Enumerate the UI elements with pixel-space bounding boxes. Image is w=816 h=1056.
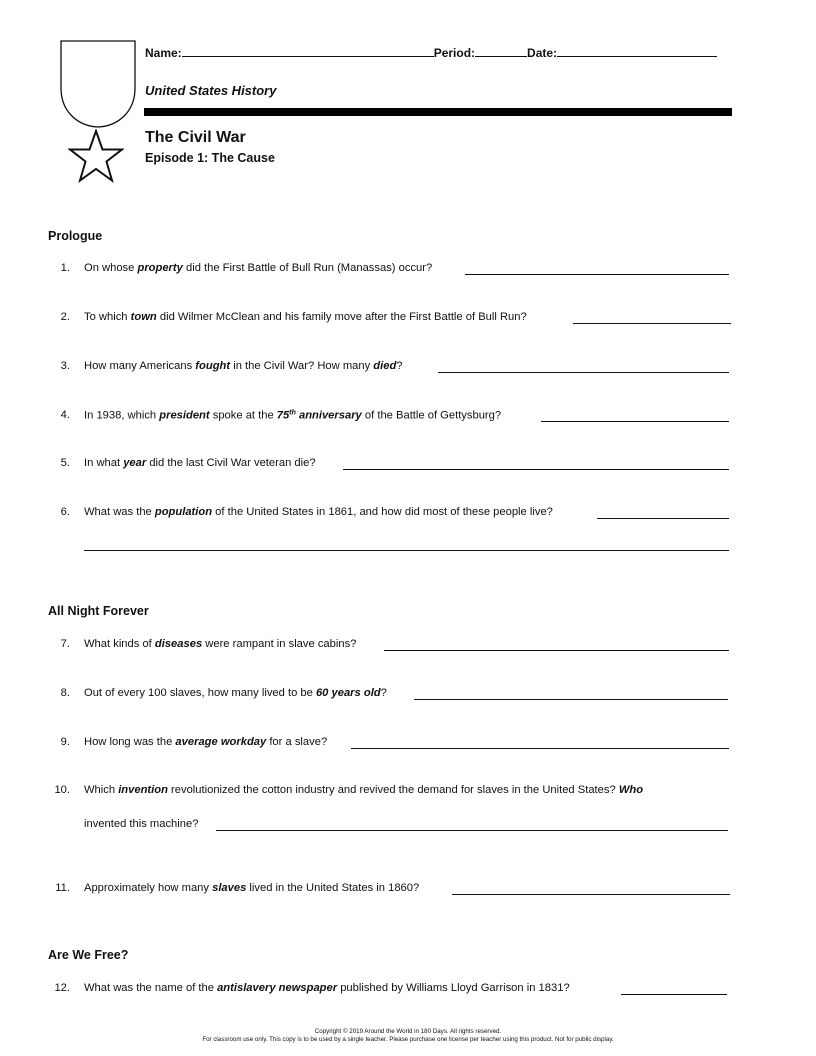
star-icon [68,129,124,183]
name-period-date-row [145,44,717,60]
header-rule [144,108,732,116]
period-field[interactable] [475,44,527,57]
answer-line[interactable] [216,830,728,831]
date-field[interactable] [557,44,717,57]
question-text: In 1938, which president spoke at the 75th anniversary of the Battle of Gettysburg? [84,409,502,422]
question-text: Which invention revolutionized the cotton industry and revived the demand for slaves in the United States? Who [84,784,644,796]
answer-line[interactable] [84,550,729,551]
question-number: 3. [60,360,70,372]
question-number: 10. [54,784,70,796]
copyright-line: Copyright © 2019 Around the World in 180 Days. All rights reserved. [314,1028,502,1035]
question-text: Approximately how many slaves lived in the United States in 1860? [84,882,420,894]
question-text: What kinds of diseases were rampant in slave cabins? [84,638,357,650]
question-number: 7. [60,638,70,650]
question-number: 2. [60,311,70,323]
question-text: How long was the average workday for a slave? [84,736,328,748]
question-row [0,457,816,475]
answer-line[interactable] [351,748,729,749]
shield-logo [60,40,136,128]
question-row [0,506,816,524]
question-number: 4. [60,409,70,421]
answer-line[interactable] [343,469,729,470]
question-number: 12. [54,982,70,994]
question-row [0,882,816,900]
question-number: 11. [55,882,70,894]
question-row [0,409,816,427]
answer-line[interactable] [573,323,731,324]
question-number: 8. [60,687,70,699]
page-title: The Civil War [145,129,246,146]
question-text: In what year did the last Civil War veteran die? [84,457,316,469]
question-row [0,784,816,802]
question-text: How many Americans fought in the Civil War? How many died? [84,360,403,372]
question-row [0,736,816,754]
question-row [0,982,816,1000]
question-number: 9. [60,736,70,748]
question-row [0,360,816,378]
question-number: 5. [60,457,70,469]
section-title: All Night Forever [48,604,149,618]
period-label: Period: [433,46,476,60]
answer-line[interactable] [414,699,728,700]
answer-line[interactable] [452,894,730,895]
answer-line[interactable] [438,372,729,373]
name-field[interactable] [182,44,434,57]
section-title: Prologue [48,229,103,243]
question-text: On whose property did the First Battle of Bull Run (Manassas) occur? [84,262,433,274]
question-row [0,638,816,656]
question-row-continued [0,818,816,836]
answer-line[interactable] [384,650,729,651]
question-text: What was the name of the antislavery newspaper published by Williams Lloyd Garrison in 1831? [84,982,570,994]
question-text: What was the population of the United States in 1861, and how did most of these people live? [84,506,553,518]
question-row [0,262,816,280]
course-name: United States History [145,83,277,98]
date-label: Date: [527,46,558,60]
answer-line[interactable] [621,994,727,995]
question-number: 6. [60,506,70,518]
name-label: Name: [145,46,182,60]
license-line: For classroom use only. This copy is to be used by a single teacher. Please purchase one license per teacher using this product. Not for public display. [202,1036,614,1043]
section-title: Are We Free? [48,948,129,962]
answer-line[interactable] [597,518,729,519]
question-text: To which town did Wilmer McClean and his family move after the First Battle of Bull Run? [84,311,527,323]
question-row [0,311,816,329]
answer-line[interactable] [541,421,729,422]
question-number: 1. [60,262,70,274]
question-row [0,687,816,705]
question-text: invented this machine? [84,818,199,830]
question-text: Out of every 100 slaves, how many lived to be 60 years old? [84,687,387,699]
answer-line[interactable] [465,274,729,275]
page-subtitle: Episode 1: The Cause [145,151,275,165]
